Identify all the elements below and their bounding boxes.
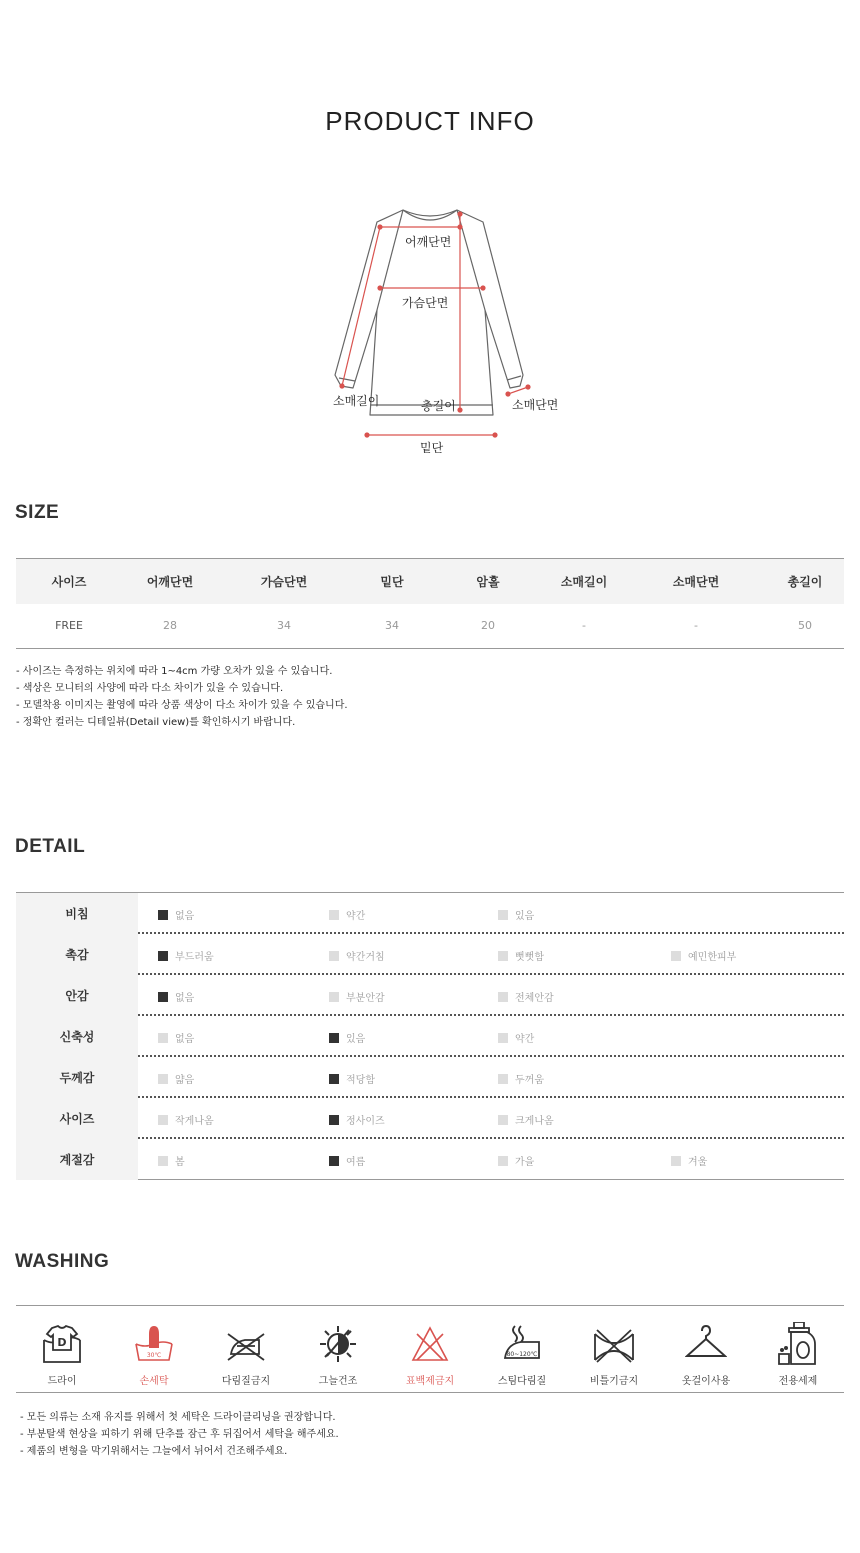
checkbox-icon (158, 1156, 168, 1166)
detail-option[interactable] (158, 907, 194, 922)
detail-option[interactable] (329, 1071, 375, 1086)
option-label: 전체안감 (515, 993, 554, 1004)
washing-icons (16, 1305, 844, 1393)
option-label: 없음 (175, 911, 195, 922)
detail-option[interactable] (498, 1112, 554, 1127)
checkbox-icon (671, 1156, 681, 1166)
svg-text:D: D (57, 1336, 67, 1349)
option-label: 없음 (175, 1034, 195, 1045)
label-sleeve-width: 소매단면 (512, 398, 559, 412)
option-label: 정사이즈 (346, 1116, 385, 1127)
detail-option[interactable] (498, 1030, 534, 1045)
option-label: 있음 (515, 911, 535, 922)
option-label: 적당함 (346, 1075, 375, 1086)
option-label: 없음 (175, 993, 195, 1004)
size-note: - 사이즈는 측정하는 위치에 따라 1~4cm 가량 오차가 있을 수 있습니다. (16, 666, 333, 677)
checkbox-icon (498, 1033, 508, 1043)
hanger-icon (685, 1322, 727, 1366)
label-sleeve-length: 소매길이 (333, 394, 380, 408)
no-wring-icon (593, 1322, 635, 1366)
header-cell: 사이즈 (16, 559, 122, 604)
detail-row-label: 안감 (16, 975, 138, 1016)
checkbox-icon (329, 910, 339, 920)
checkbox-icon (158, 1033, 168, 1043)
checkbox-icon (329, 1074, 339, 1084)
detail-row-texture (16, 934, 844, 975)
detail-section-title: DETAIL (15, 836, 86, 857)
detail-option[interactable] (158, 1112, 214, 1127)
size-cell: - (542, 604, 626, 649)
option-label: 약간 (515, 1034, 535, 1045)
size-note: - 색상은 모니터의 사양에 따라 다소 차이가 있을 수 있습니다. (16, 683, 284, 694)
wash-label: 전용세제 (778, 1376, 818, 1387)
detail-row-see-through (16, 893, 844, 934)
label-shoulder: 어깨단면 (405, 235, 452, 249)
washing-section-title: WASHING (15, 1251, 110, 1272)
detail-option[interactable] (158, 1153, 185, 1168)
shade-dry-icon (317, 1322, 359, 1366)
checkbox-icon (498, 910, 508, 920)
detail-row-stretch (16, 1016, 844, 1057)
detail-option[interactable] (329, 1153, 365, 1168)
size-cell: 20 (434, 604, 542, 649)
no-bleach-icon (409, 1322, 451, 1366)
no-iron-icon (225, 1322, 267, 1366)
detail-option[interactable] (498, 907, 534, 922)
option-label: 부드러움 (175, 952, 214, 963)
option-label: 가을 (515, 1157, 535, 1168)
detail-option[interactable] (671, 948, 736, 963)
size-cell: 50 (766, 604, 844, 649)
wash-label: 드라이 (47, 1376, 77, 1387)
checkbox-icon (158, 992, 168, 1002)
option-label: 봄 (175, 1157, 185, 1168)
wash-label: 스팀다림질 (497, 1376, 547, 1387)
size-section-title: SIZE (15, 502, 60, 523)
washing-note: - 모든 의류는 소재 유지를 위해서 첫 세탁은 드라이클리닝을 권장합니다. (20, 1412, 336, 1423)
option-label: 겨울 (688, 1157, 708, 1168)
header-cell: 어깨단면 (122, 559, 218, 604)
option-label: 여름 (346, 1157, 366, 1168)
checkbox-icon (671, 951, 681, 961)
detail-row-lining (16, 975, 844, 1016)
detail-option[interactable] (498, 1153, 534, 1168)
checkbox-icon (498, 1074, 508, 1084)
detail-option[interactable] (329, 1030, 365, 1045)
option-label: 얇음 (175, 1075, 195, 1086)
detail-row-label: 신축성 (16, 1016, 138, 1057)
detail-option[interactable] (158, 948, 214, 963)
size-note: - 모델착용 이미지는 촬영에 따라 상품 색상이 다소 차이가 있을 수 있습니다. (16, 700, 348, 711)
option-label: 두꺼움 (515, 1075, 544, 1086)
size-notes (16, 663, 348, 731)
checkbox-icon (498, 951, 508, 961)
checkbox-icon (498, 1115, 508, 1125)
checkbox-icon (329, 1156, 339, 1166)
wash-item-no-wring (568, 1306, 660, 1394)
steam-iron-temperature: 80~120℃ (506, 1351, 538, 1358)
detail-option[interactable] (498, 948, 544, 963)
wash-label: 옷걸이사용 (681, 1376, 731, 1387)
page-title: PRODUCT INFO (325, 106, 535, 136)
size-cell: FREE (16, 604, 122, 649)
wash-label: 손세탁 (139, 1376, 169, 1387)
steam-iron-icon (501, 1322, 543, 1366)
detail-option[interactable] (329, 907, 365, 922)
wash-item-hanger (660, 1306, 752, 1394)
wash-item-hand-wash (108, 1306, 200, 1394)
detail-option[interactable] (158, 1030, 194, 1045)
checkbox-icon (498, 992, 508, 1002)
checkbox-icon (158, 951, 168, 961)
detail-option[interactable] (498, 989, 554, 1004)
washing-notes (20, 1409, 339, 1460)
size-table (16, 558, 844, 649)
wash-item-steam-iron (476, 1306, 568, 1394)
header-cell: 총길이 (766, 559, 844, 604)
detail-row-label: 사이즈 (16, 1098, 138, 1139)
label-hem: 밑단 (420, 441, 444, 455)
checkbox-icon (329, 992, 339, 1002)
checkbox-icon (329, 951, 339, 961)
checkbox-icon (158, 1115, 168, 1125)
detail-option[interactable] (158, 1071, 194, 1086)
hand-wash-temperature: 30℃ (146, 1352, 162, 1359)
option-label: 부분안감 (346, 993, 385, 1004)
wash-label: 비틀기금지 (589, 1376, 639, 1387)
detergent-icon (777, 1322, 819, 1366)
checkbox-icon (329, 1033, 339, 1043)
size-cell: 34 (218, 604, 350, 649)
detail-row-fit (16, 1098, 844, 1139)
wash-item-no-iron (200, 1306, 292, 1394)
checkbox-icon (158, 1074, 168, 1084)
size-cell: 34 (350, 604, 434, 649)
header-cell: 가슴단면 (218, 559, 350, 604)
option-label: 있음 (346, 1034, 366, 1045)
size-cell: 28 (122, 604, 218, 649)
label-total-length: 총길이 (421, 399, 456, 413)
detail-option[interactable] (158, 989, 194, 1004)
wash-label: 그늘건조 (318, 1376, 358, 1387)
header-cell: 암홀 (434, 559, 542, 604)
detail-option[interactable] (498, 1071, 544, 1086)
option-label: 예민한피부 (688, 952, 737, 963)
wash-item-shade-dry (292, 1306, 384, 1394)
option-label: 뻣뻣함 (515, 952, 544, 963)
checkbox-icon (158, 910, 168, 920)
detail-row-label: 촉감 (16, 934, 138, 975)
detail-option[interactable] (329, 1112, 385, 1127)
checkbox-icon (498, 1156, 508, 1166)
size-cell: - (626, 604, 766, 649)
option-label: 크게나옴 (515, 1116, 554, 1127)
detail-option[interactable] (329, 948, 385, 963)
detail-option[interactable] (329, 989, 385, 1004)
detail-row-thickness (16, 1057, 844, 1098)
wash-item-no-bleach (384, 1306, 476, 1394)
detail-row-label: 계절감 (16, 1139, 138, 1180)
header-cell: 밑단 (350, 559, 434, 604)
detail-row-label: 두께감 (16, 1057, 138, 1098)
checkbox-icon (329, 1115, 339, 1125)
washing-note: - 제품의 변형을 막기위해서는 그늘에서 뉘어서 건조해주세요. (20, 1446, 288, 1457)
dry-clean-icon (41, 1322, 83, 1366)
detail-row-season (16, 1139, 844, 1180)
detail-table (16, 892, 844, 1180)
wash-item-dry-clean (16, 1306, 108, 1394)
size-note: - 정확안 컬러는 디테일뷰(Detail view)를 확인하시기 바랍니다. (16, 717, 296, 728)
garment-measurement-figure (325, 200, 575, 465)
option-label: 약간 (346, 911, 366, 922)
label-chest: 가슴단면 (402, 296, 449, 310)
table-row (16, 604, 844, 649)
header-cell: 소매단면 (626, 559, 766, 604)
washing-note: - 부분탈색 현상을 피하기 위해 단추를 잠근 후 뒤집어서 세탁을 해주세요. (20, 1429, 339, 1440)
option-label: 약간거침 (346, 952, 385, 963)
detail-option[interactable] (671, 1153, 707, 1168)
wash-label: 다림질금지 (221, 1376, 271, 1387)
size-table-header-row (16, 559, 844, 604)
wash-label: 표백제금지 (405, 1376, 455, 1387)
wash-item-detergent (752, 1306, 844, 1394)
hand-wash-icon (133, 1322, 175, 1366)
header-cell: 소매길이 (542, 559, 626, 604)
option-label: 작게나옴 (175, 1116, 214, 1127)
detail-row-label: 비침 (16, 893, 138, 934)
